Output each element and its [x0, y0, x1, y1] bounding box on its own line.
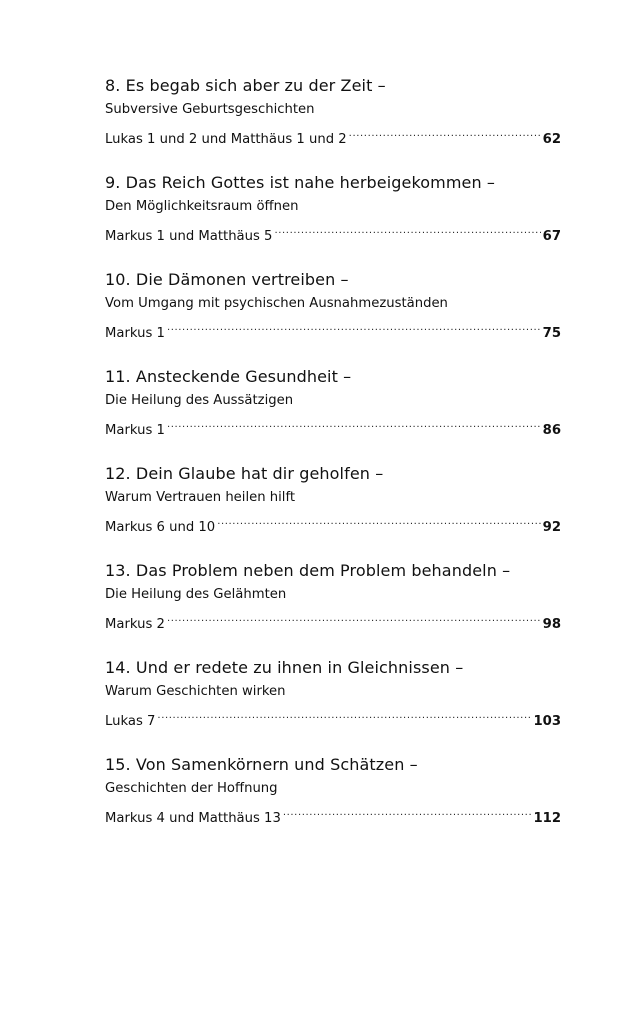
bible-reference: Markus 4 und Matthäus 13 [105, 811, 281, 826]
page-number: 92 [542, 520, 561, 535]
toc-entry [105, 655, 561, 752]
page-number: 75 [542, 326, 561, 341]
chapter-title: 15. Von Samenkörnern und Schätzen – [105, 755, 418, 774]
toc-entry [105, 170, 561, 267]
toc-entry [105, 73, 561, 170]
page-number: 62 [542, 132, 561, 147]
chapter-reference-line [105, 412, 561, 438]
page-number: 67 [542, 229, 561, 244]
toc-entry [105, 267, 561, 364]
chapter-title: 10. Die Dämonen vertreiben – [105, 270, 349, 289]
bible-reference: Lukas 7 [105, 714, 156, 729]
bible-reference: Markus 1 [105, 423, 165, 438]
bible-reference: Markus 6 und 10 [105, 520, 216, 535]
bible-reference: Markus 1 und Matthäus 5 [105, 229, 273, 244]
page-number: 103 [533, 714, 561, 729]
chapter-reference-line [105, 800, 561, 826]
chapter-title: 14. Und er redete zu ihnen in Gleichnissen – [105, 658, 464, 677]
chapter-title: 8. Es begab sich aber zu der Zeit – [105, 76, 386, 95]
dot-leader [349, 121, 541, 143]
dot-leader [283, 800, 532, 822]
dot-leader [217, 509, 540, 531]
toc-entry [105, 461, 561, 558]
chapter-title: 12. Dein Glaube hat dir geholfen – [105, 464, 384, 483]
table-of-contents [105, 73, 561, 849]
chapter-subtitle: Subversive Geburtsgeschichten [105, 102, 315, 117]
chapter-subtitle: Den Möglichkeitsraum öffnen [105, 199, 299, 214]
chapter-subtitle: Geschichten der Hoffnung [105, 781, 278, 796]
chapter-title: 11. Ansteckende Gesundheit – [105, 367, 352, 386]
bible-reference: Lukas 1 und 2 und Matthäus 1 und 2 [105, 132, 347, 147]
page-number: 112 [533, 811, 561, 826]
chapter-reference-line [105, 509, 561, 535]
page-number: 98 [542, 617, 561, 632]
chapter-subtitle: Warum Vertrauen heilen hilft [105, 490, 296, 505]
dot-leader [274, 218, 540, 240]
chapter-reference-line [105, 121, 561, 147]
chapter-title: 9. Das Reich Gottes ist nahe herbeigekommen – [105, 173, 495, 192]
chapter-reference-line [105, 703, 561, 729]
chapter-subtitle: Die Heilung des Aussätzigen [105, 393, 294, 408]
dot-leader [167, 315, 541, 337]
bible-reference: Markus 1 [105, 326, 165, 341]
chapter-subtitle: Warum Geschichten wirken [105, 684, 286, 699]
toc-entry [105, 752, 561, 849]
chapter-reference-line [105, 606, 561, 632]
chapter-subtitle: Vom Umgang mit psychischen Ausnahmezuständen [105, 296, 448, 311]
toc-entry [105, 364, 561, 461]
dot-leader [167, 606, 541, 628]
chapter-title: 13. Das Problem neben dem Problem behandeln – [105, 561, 511, 580]
chapter-subtitle: Die Heilung des Gelähmten [105, 587, 287, 602]
dot-leader [167, 412, 541, 434]
toc-entry [105, 558, 561, 655]
chapter-reference-line [105, 218, 561, 244]
dot-leader [157, 703, 531, 725]
page-number: 86 [542, 423, 561, 438]
chapter-reference-line [105, 315, 561, 341]
bible-reference: Markus 2 [105, 617, 165, 632]
